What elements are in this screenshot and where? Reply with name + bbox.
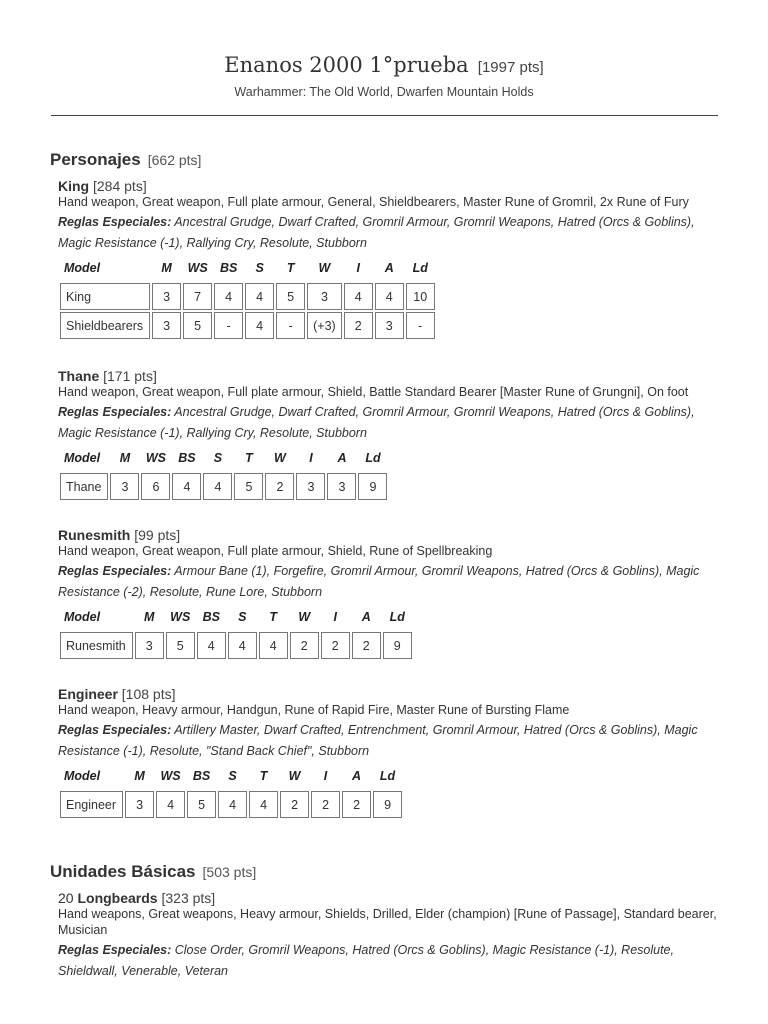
stat-header: S <box>213 451 223 465</box>
unit-equipment: Hand weapon, Great weapon, Full plate armour, General, Shieldbearers, Master Rune of Gromril, 2x Rune of Fury <box>58 195 689 209</box>
stat-header: W <box>298 610 311 624</box>
stat-cell: 3 <box>375 312 404 339</box>
stat-cell: 4 <box>203 473 232 500</box>
stat-header: I <box>333 610 337 624</box>
stat-header: S <box>238 610 247 624</box>
stat-header: S <box>255 261 264 275</box>
stat-header: A <box>361 610 371 624</box>
stat-cell: 4 <box>214 283 243 310</box>
stat-cell: Thane <box>60 473 108 500</box>
stat-cell: 4 <box>156 791 185 818</box>
stat-cell: 2 <box>342 791 371 818</box>
stats-table <box>58 257 437 341</box>
unit-name: Longbeards <box>77 890 158 906</box>
stat-header: Model <box>64 261 101 275</box>
stats-table <box>58 765 404 820</box>
stat-header: A <box>337 451 347 465</box>
stat-header: BS <box>219 261 238 275</box>
stat-header: T <box>269 610 278 624</box>
stat-cell: 4 <box>259 632 288 659</box>
unit-title <box>58 178 718 194</box>
stat-header: T <box>245 451 253 465</box>
stat-cell: 3 <box>125 791 154 818</box>
stat-cell: 7 <box>183 283 212 310</box>
stat-header: BS <box>202 610 220 624</box>
stat-header: BS <box>178 451 196 465</box>
stat-cell: 4 <box>344 283 373 310</box>
unit-points: [108 pts] <box>121 686 176 702</box>
section-heading-unidades-basicas <box>50 862 256 882</box>
unit-title <box>58 368 718 384</box>
stat-header: M <box>134 769 145 783</box>
stat-header: WS <box>187 261 208 275</box>
unit-name: Runesmith <box>58 527 131 543</box>
stat-cell: 3 <box>152 312 181 339</box>
section-heading-personajes <box>50 150 201 170</box>
stats-table <box>58 606 414 661</box>
unit-equipment: Hand weapon, Great weapon, Full plate armour, Shield, Battle Standard Bearer [Master Rune of Grungni], On foot <box>58 385 689 399</box>
stat-header: Ld <box>389 610 405 624</box>
stat-cell: Runesmith <box>60 632 133 659</box>
unit-special-rules <box>58 720 718 761</box>
stat-header: BS <box>192 769 211 783</box>
stat-header: Ld <box>412 261 428 275</box>
unit-special-rules <box>58 940 718 981</box>
stat-header: W <box>318 261 331 275</box>
stat-header: W <box>288 769 301 783</box>
unit-title <box>58 686 718 702</box>
stat-header: M <box>144 610 155 624</box>
stat-cell: 3 <box>135 632 164 659</box>
unit-title <box>58 527 718 543</box>
stat-cell: 4 <box>249 791 278 818</box>
rules-label: Reglas Especiales: <box>58 564 172 578</box>
stat-header: I <box>356 261 360 275</box>
stat-header: S <box>228 769 237 783</box>
stat-cell: 4 <box>197 632 226 659</box>
stat-cell: - <box>214 312 243 339</box>
rules-text: Close Order, Gromril Weapons, Hatred (Orcs & Goblins), Magic Resistance (-1), Resolute, Shieldwall, Venerable, Veteran <box>58 943 674 978</box>
stat-cell: 4 <box>228 632 257 659</box>
stat-cell: 3 <box>152 283 181 310</box>
section-title: Personajes <box>50 150 141 169</box>
stats-header-row <box>60 608 412 630</box>
stat-header: WS <box>160 769 181 783</box>
stat-cell: 2 <box>352 632 381 659</box>
unit-equipment: Hand weapon, Heavy armour, Handgun, Rune of Rapid Fire, Master Rune of Bursting Flame <box>58 703 570 717</box>
rules-label: Reglas Especiales: <box>58 215 172 229</box>
unit-equipment: Hand weapons, Great weapons, Heavy armour, Shields, Drilled, Elder (champion) [Rune of Passage], Standard bearer, Musician <box>58 907 717 937</box>
stat-header: WS <box>170 610 191 624</box>
unit-entry-thane <box>58 368 718 502</box>
stat-cell: 4 <box>245 283 274 310</box>
stats-header-row <box>60 767 402 789</box>
section-points: [503 pts] <box>202 864 257 880</box>
stat-cell: 2 <box>280 791 309 818</box>
stat-cell: 9 <box>358 473 387 500</box>
stat-cell: 6 <box>141 473 170 500</box>
stat-header: I <box>323 769 328 783</box>
unit-name: King <box>58 178 90 194</box>
unit-name: Thane <box>58 368 100 384</box>
stat-header: T <box>286 261 295 275</box>
unit-entry-runesmith <box>58 527 718 661</box>
stat-cell: 3 <box>296 473 325 500</box>
stats-row <box>60 312 435 339</box>
stat-header: A <box>384 261 394 275</box>
stats-header-row <box>60 259 435 281</box>
stat-cell: 2 <box>311 791 340 818</box>
stats-row <box>60 632 412 659</box>
stat-cell: 5 <box>183 312 212 339</box>
unit-points: [99 pts] <box>134 527 181 543</box>
stat-header: Ld <box>379 769 396 783</box>
unit-special-rules <box>58 402 718 443</box>
stats-row <box>60 283 435 310</box>
stat-cell: 5 <box>166 632 195 659</box>
stat-cell: 9 <box>373 791 402 818</box>
unit-name: Engineer <box>58 686 118 702</box>
header-divider <box>51 115 718 116</box>
stat-cell: King <box>60 283 150 310</box>
unit-special-rules <box>58 212 718 253</box>
stats-row <box>60 791 402 818</box>
stats-table <box>58 447 389 502</box>
rules-label: Reglas Especiales: <box>58 405 172 419</box>
stat-cell: (+3) <box>307 312 342 339</box>
stat-cell: 5 <box>276 283 305 310</box>
stat-cell: 3 <box>307 283 342 310</box>
document-header <box>0 0 768 99</box>
army-subtitle: Warhammer: The Old World, Dwarfen Mountain Holds <box>234 85 534 99</box>
stat-cell: 4 <box>172 473 201 500</box>
rules-text: Ancestral Grudge, Dwarf Crafted, Gromril Armour, Gromril Weapons, Hatred (Orcs & Goblins), Magic Resistance (-1), Rallying Cry, Resolute, Stubborn <box>58 405 695 440</box>
stat-header: Model <box>64 451 101 465</box>
army-title: Enanos 2000 1°prueba <box>224 53 469 77</box>
stat-cell: 9 <box>383 632 412 659</box>
rules-label: Reglas Especiales: <box>58 723 172 737</box>
rules-text: Artillery Master, Dwarf Crafted, Entrenchment, Gromril Armour, Hatred (Orcs & Goblins), Magic Resistance (-1), Resolute, "Stand Back Chief", Stubborn <box>58 723 698 758</box>
unit-entry-engineer <box>58 686 718 820</box>
unit-points: [171 pts] <box>103 368 157 384</box>
army-total-points: [1997 pts] <box>477 59 544 76</box>
stat-header: Model <box>64 769 101 783</box>
stat-cell: 10 <box>406 283 435 310</box>
stat-header: M <box>161 261 172 275</box>
unit-title <box>58 890 718 906</box>
rules-text: Ancestral Grudge, Dwarf Crafted, Gromril Armour, Gromril Weapons, Hatred (Orcs & Goblins), Magic Resistance (-1), Rallying Cry, Resolute, Stubborn <box>58 215 695 250</box>
unit-special-rules <box>58 561 718 602</box>
stat-header: I <box>309 451 313 465</box>
stat-header: Model <box>64 610 101 624</box>
unit-points: [284 pts] <box>93 178 147 194</box>
rules-label: Reglas Especiales: <box>58 943 172 957</box>
unit-points: [323 pts] <box>161 890 216 906</box>
stat-cell: 3 <box>110 473 139 500</box>
stat-cell: 4 <box>245 312 274 339</box>
unit-equipment: Hand weapon, Great weapon, Full plate armour, Shield, Rune of Spellbreaking <box>58 544 493 558</box>
title-line <box>0 52 768 78</box>
unit-entry-king <box>58 178 718 341</box>
section-title: Unidades Básicas <box>50 862 196 881</box>
stat-header: T <box>259 769 268 783</box>
stat-cell: - <box>276 312 305 339</box>
stat-cell: 4 <box>375 283 404 310</box>
rules-text: Armour Bane (1), Forgefire, Gromril Armour, Gromril Weapons, Hatred (Orcs & Goblins), Magic Resistance (-2), Resolute, Rune Lore, Stubborn <box>58 564 700 599</box>
stat-cell: 3 <box>327 473 356 500</box>
stat-header: Ld <box>365 451 381 465</box>
stats-header-row <box>60 449 387 471</box>
stat-header: M <box>119 451 131 465</box>
stat-cell: 2 <box>265 473 294 500</box>
stat-cell: Shieldbearers <box>60 312 150 339</box>
stat-header: A <box>352 769 362 783</box>
unit-count: 20 <box>58 890 74 906</box>
stat-cell: 2 <box>290 632 319 659</box>
stat-header: W <box>274 451 286 465</box>
stat-cell: 2 <box>321 632 350 659</box>
stat-cell: - <box>406 312 435 339</box>
stat-cell: 5 <box>187 791 216 818</box>
section-points: [662 pts] <box>147 152 202 168</box>
stat-cell: Engineer <box>60 791 123 818</box>
stat-cell: 4 <box>218 791 247 818</box>
unit-entry-longbeards <box>58 890 718 981</box>
stats-row <box>60 473 387 500</box>
stat-cell: 5 <box>234 473 263 500</box>
stat-header: WS <box>145 451 167 465</box>
stat-cell: 2 <box>344 312 373 339</box>
